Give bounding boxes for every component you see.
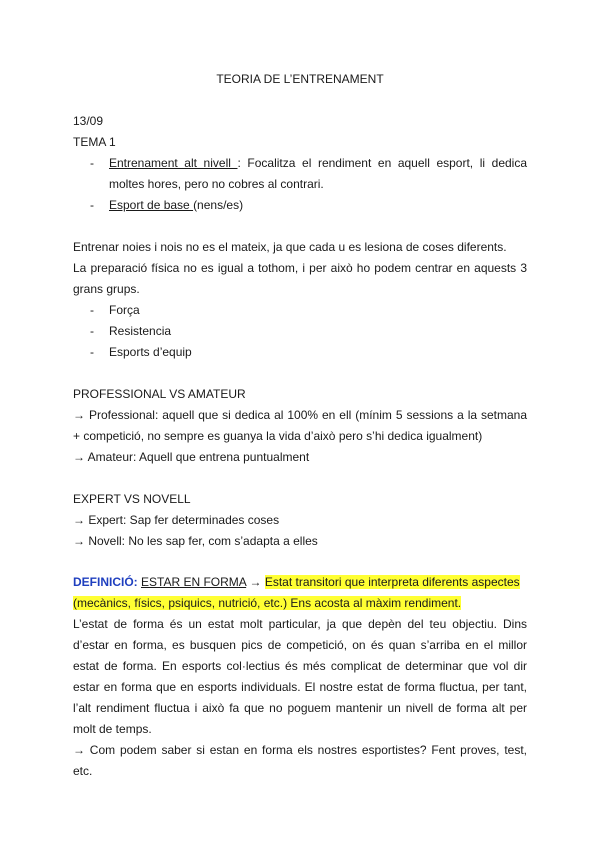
paragraph-line: etc.	[73, 764, 93, 778]
definition-line	[73, 572, 527, 593]
paragraph-line: l’alt rendiment fluctua i això fa que no poguem mantenir un nivell de forma alt per	[73, 701, 527, 715]
bullet-item-alt-nivell	[109, 153, 527, 174]
paragraph-line: grans grups.	[73, 282, 140, 296]
list-item-forca: Força	[109, 303, 140, 317]
list-item-resistencia: Resistencia	[109, 324, 172, 338]
paragraph-line: → Com podem saber si estan en forma els nostres esportistes? Fent proves, test,	[73, 743, 527, 757]
definition-label: DEFINICIÓ:	[73, 575, 138, 589]
date-line: 13/09	[73, 114, 104, 128]
paragraph-line: → Expert: Sap fer determinades coses	[73, 513, 280, 527]
topic-heading: TEMA 1	[73, 135, 116, 149]
paragraph-line: estar en forma que en esports individuals. El nostre estat de forma fluctua, per tant,	[73, 680, 527, 694]
section-heading-expert: EXPERT VS NOVELL	[73, 492, 191, 506]
bullet-dash: -	[90, 303, 94, 317]
bullet-term: Esport de base	[109, 198, 194, 212]
definition-term: ESTAR EN FORMA	[141, 575, 247, 589]
paragraph-line: + competició, no sempre es guanya la vida d’això pero s’hi dedica igualment)	[73, 429, 483, 443]
bullet-term: Entrenament alt nivell	[109, 156, 238, 170]
paragraph-line: L’estat de forma és un estat molt particular, ja que depèn del teu objectiu. Dins	[73, 617, 527, 631]
section-heading-professional: PROFESSIONAL VS AMATEUR	[73, 387, 246, 401]
paragraph-line: → Professional: aquell que si dedica al 100% en ell (mínim 5 sessions a la setmana	[73, 408, 527, 422]
highlighted-definition: Estat transitori que interpreta diferents aspectes	[264, 575, 520, 589]
paragraph-line: Entrenar noies i nois no es el mateix, ja que cada u es lesiona de coses diferents.	[73, 240, 507, 254]
paragraph-line: estat de forma. En esports col·lectius és més complicat de determinar que vol dir	[73, 659, 527, 673]
list-item-esports-equip: Esports d’equip	[109, 345, 192, 359]
bullet-dash: -	[90, 345, 94, 359]
paragraph-line: d’estar en forma, es busquen pics de competició, on és quan s’arriba en el millor	[73, 638, 527, 652]
bullet-definition: : Focalitza el rendiment en aquell esport, li dedica	[237, 156, 528, 170]
bullet-dash: -	[90, 156, 94, 170]
bullet-dash: -	[90, 324, 94, 338]
paragraph-line: → Novell: No les sap fer, com s’adapta a elles	[73, 534, 318, 548]
arrow-glyph: →	[249, 575, 262, 589]
document-title: TEORIA DE L’ENTRENAMENT	[216, 72, 384, 86]
bullet-definition: (nens/es)	[193, 198, 244, 212]
bullet-item-esport-base	[109, 195, 527, 216]
bullet-continuation: moltes hores, pero no cobres al contrari.	[109, 177, 324, 191]
paragraph-line: La preparació física no es igual a tothom, i per això ho podem centrar en aquests 3	[73, 261, 527, 275]
paragraph-line: molt de temps.	[73, 722, 152, 736]
paragraph-line: → Amateur: Aquell que entrena puntualment	[73, 450, 310, 464]
bullet-dash: -	[90, 198, 94, 212]
highlighted-definition: (mecànics, físics, psiquics, nutrició, etc.) Ens acosta al màxim rendiment.	[73, 596, 462, 610]
definition-line	[73, 593, 527, 614]
